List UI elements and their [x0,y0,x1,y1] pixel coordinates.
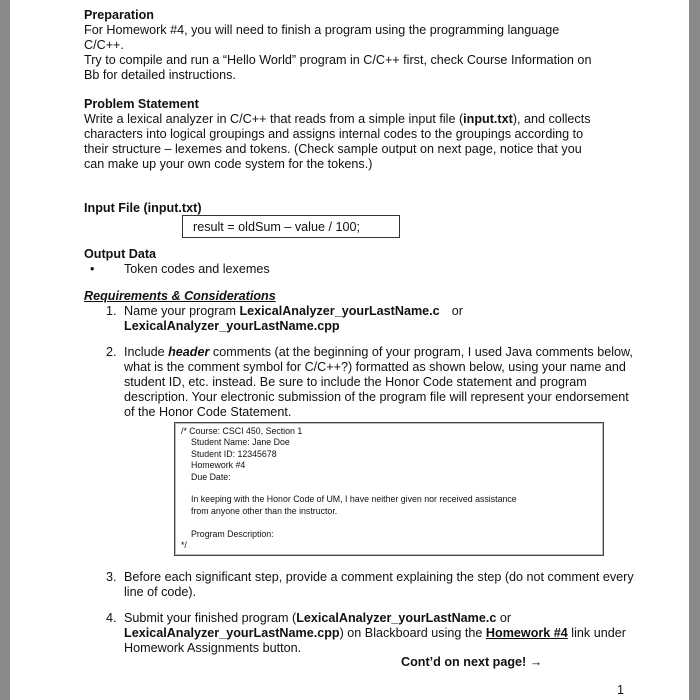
text: Token codes and lexemes [124,262,270,276]
code-line: /* Course: CSCI 450, Section 1 [181,426,303,436]
text-line: Before each significant step, provide a comment explaining the step (do not comment every [124,570,634,584]
text-line: of the Honor Code Statement. [124,405,292,419]
text: link under [567,626,626,640]
text-line: Homework Assignments button. [124,641,302,655]
header-comment-box [174,422,604,556]
homework-link[interactable]: Homework #4 [485,626,568,640]
text: Name your program [124,304,240,318]
document-page [10,0,689,700]
text: ), and collects [512,112,591,126]
text: Include [124,345,169,359]
text: Write a lexical analyzer in C/C++ that reads from a simple input file ( [84,112,464,126]
problem-heading: Problem Statement [84,97,199,111]
list-number: 1. [106,304,117,318]
text-line: their structure – lexemes and tokens. (Check sample output on next page, notice that you [84,142,582,156]
text-line: characters into logical groupings and assigns internal codes to the groupings according to [84,127,584,141]
filename: input.txt [463,112,513,126]
continued-note: Cont’d on next page! → [401,655,543,669]
list-item-4 [106,611,626,656]
bullet-icon: • [90,262,95,276]
text-line: can make up your own code system for the tokens.) [84,157,373,171]
text: comments (at the beginning of your program, I used Java comments below, [209,345,633,359]
list-item-1 [106,304,463,334]
preparation-section [84,8,591,83]
code-line: In keeping with the Honor Code of UM, I have neither given nor received assistance [191,494,517,505]
text-line: student ID, etc. instead. Be sure to include the Honor Code statement and program [124,375,587,389]
filename: LexicalAnalyzer_yourLastName.cpp [124,319,340,333]
code-line: Due Date: [191,471,231,482]
text-line: Try to compile and run a “Hello World” program in C/C++ first, check Course Information on [84,53,592,67]
text-line: C/C++. [84,38,124,52]
text: Submit your finished program ( [124,611,297,625]
code-line: Student Name: Jane Doe [191,437,290,448]
emphasis: header [168,345,210,359]
list-number: 4. [106,611,117,625]
input-heading: Input File (input.txt) [84,201,202,215]
requirements-heading: Requirements & Considerations [84,289,276,303]
filename: LexicalAnalyzer_yourLastName.c [296,611,497,625]
text: ) on Blackboard using the [339,626,486,640]
list-number: 2. [106,345,117,359]
text-line: what is the comment symbol for C/C++?) formatted as shown below, using your name and [124,360,626,374]
problem-section [84,97,591,172]
input-file-box: result = oldSum – value / 100; [182,215,400,238]
output-section [84,247,270,277]
list-item-3 [106,570,634,600]
text-line: description. Your electronic submission of the program file will represent your endorsement [124,390,629,404]
code-line: from anyone other than the instructor. [191,505,338,516]
list-number: 3. [106,570,117,584]
code-line: Program Description: [191,528,274,539]
filename: LexicalAnalyzer_yourLastName.c [239,304,440,318]
text-line: For Homework #4, you will need to finish a program using the programming language [84,23,560,37]
text-line [84,112,591,127]
page-number: 1 [617,683,625,697]
code-line: Student ID: 12345678 [191,448,277,459]
output-heading: Output Data [84,247,157,261]
text: or [451,304,463,318]
filename: LexicalAnalyzer_yourLastName.cpp [124,626,340,640]
preparation-heading: Preparation [84,8,154,22]
text-line: line of code). [124,585,197,599]
text-line: Bb for detailed instructions. [84,68,236,82]
bullet-item [84,262,270,277]
code-line: Homework #4 [191,460,246,471]
list-item-2 [106,345,633,420]
code-line: */ [181,540,187,551]
text: or [496,611,512,625]
